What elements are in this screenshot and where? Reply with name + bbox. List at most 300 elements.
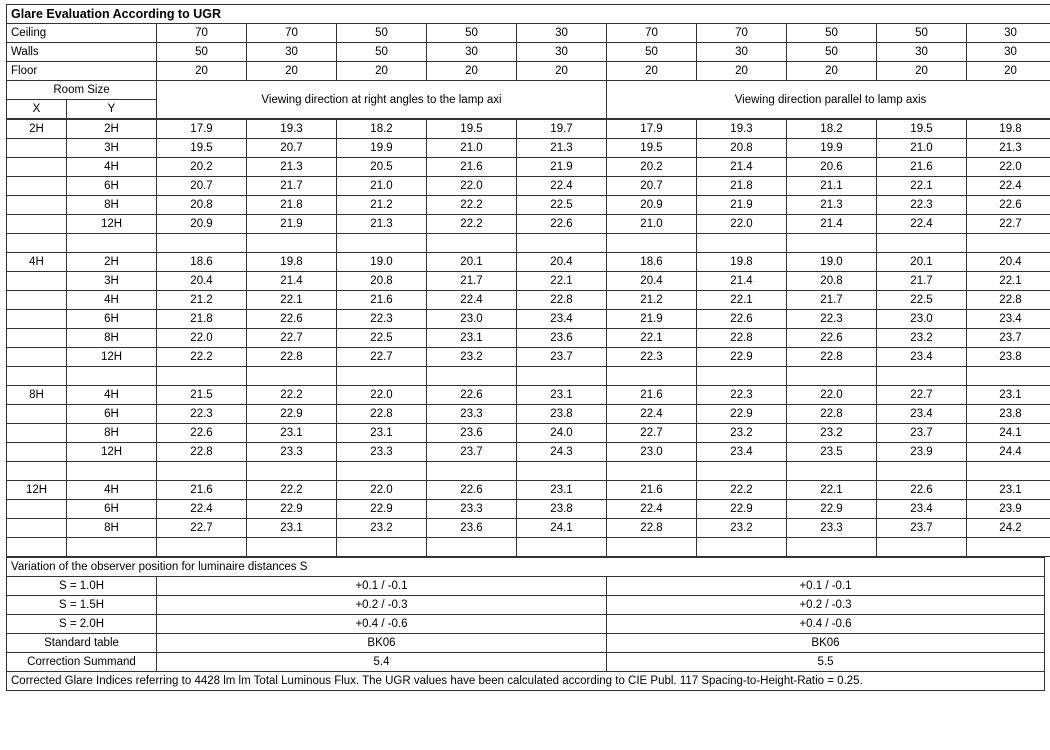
ugr-value-right: 23.8 [967, 348, 1050, 367]
ugr-value-left: 23.3 [427, 405, 517, 424]
ugr-value-right: 23.9 [967, 500, 1050, 519]
row-y-label: 8H [67, 329, 157, 348]
ugr-value-left: 23.0 [427, 310, 517, 329]
row-y-label: 2H [67, 253, 157, 272]
ugr-value-left: 23.4 [517, 310, 607, 329]
ugr-value-left: 23.1 [517, 386, 607, 405]
ugr-value-right: 22.1 [877, 177, 967, 196]
group-bottom-pad [7, 538, 1050, 557]
ugr-value-left: 19.5 [157, 139, 247, 158]
ugr-value-right: 19.0 [787, 253, 877, 272]
ceiling-v7: 70 [697, 24, 787, 43]
ugr-value-right: 22.1 [607, 329, 697, 348]
ceiling-v4: 50 [427, 24, 517, 43]
ugr-value-right: 22.0 [787, 386, 877, 405]
title-row [7, 5, 1050, 24]
ugr-value-left: 18.2 [337, 120, 427, 139]
standard-table-right: BK06 [607, 634, 1045, 653]
ugr-value-left: 20.8 [337, 272, 427, 291]
ugr-value-left: 20.1 [427, 253, 517, 272]
ugr-value-right: 19.8 [697, 253, 787, 272]
ugr-value-right: 21.3 [967, 139, 1050, 158]
ugr-value-right: 24.2 [967, 519, 1050, 538]
ugr-value-left: 18.6 [157, 253, 247, 272]
ugr-value-left: 22.3 [337, 310, 427, 329]
ugr-value-right: 23.9 [877, 443, 967, 462]
row-x-label [7, 177, 67, 196]
table-row [7, 348, 1050, 367]
ugr-value-left: 22.4 [157, 500, 247, 519]
ugr-value-right: 23.8 [967, 405, 1050, 424]
ugr-value-left: 23.1 [247, 424, 337, 443]
group-spacer [7, 367, 1050, 386]
ugr-value-left: 22.9 [247, 500, 337, 519]
ugr-value-right: 21.6 [607, 481, 697, 500]
ugr-value-right: 20.4 [607, 272, 697, 291]
ugr-value-left: 22.6 [427, 386, 517, 405]
walls-v1: 50 [157, 43, 247, 62]
ugr-value-left: 21.2 [157, 291, 247, 310]
ugr-value-right: 21.9 [607, 310, 697, 329]
reflectance-row-floor [7, 62, 1050, 81]
ugr-value-right: 22.6 [697, 310, 787, 329]
ugr-value-left: 22.0 [157, 329, 247, 348]
row-label-ceiling: Ceiling [7, 24, 157, 43]
table-row [7, 272, 1050, 291]
ugr-value-left: 23.1 [427, 329, 517, 348]
row-x-label: 2H [7, 120, 67, 139]
table-row [7, 329, 1050, 348]
variation-left-2: +0.2 / -0.3 [157, 596, 607, 615]
ceiling-v6: 70 [607, 24, 697, 43]
ugr-value-right: 23.4 [877, 500, 967, 519]
ugr-value-left: 24.3 [517, 443, 607, 462]
correction-summand-left: 5.4 [157, 653, 607, 672]
ugr-footer-table [6, 557, 1045, 691]
variation-row-1 [7, 577, 1045, 596]
walls-v4: 30 [427, 43, 517, 62]
floor-v8: 20 [787, 62, 877, 81]
ugr-value-left: 22.7 [247, 329, 337, 348]
row-y-label: 4H [67, 386, 157, 405]
floor-v4: 20 [427, 62, 517, 81]
ceiling-v1: 70 [157, 24, 247, 43]
ugr-value-right: 22.4 [607, 405, 697, 424]
ugr-value-left: 23.7 [517, 348, 607, 367]
ugr-value-right: 22.4 [967, 177, 1050, 196]
ugr-value-right: 20.1 [877, 253, 967, 272]
row-y-label: 4H [67, 481, 157, 500]
ugr-value-left: 23.8 [517, 500, 607, 519]
ugr-value-left: 19.0 [337, 253, 427, 272]
ugr-value-left: 20.7 [247, 139, 337, 158]
ugr-value-left: 23.8 [517, 405, 607, 424]
ugr-value-right: 22.3 [607, 348, 697, 367]
ugr-value-left: 23.6 [427, 424, 517, 443]
ugr-value-left: 21.9 [247, 215, 337, 234]
ceiling-v5: 30 [517, 24, 607, 43]
row-x-label [7, 158, 67, 177]
ugr-value-left: 22.8 [247, 348, 337, 367]
ugr-value-right: 21.6 [877, 158, 967, 177]
ugr-value-right: 22.6 [967, 196, 1050, 215]
ugr-value-left: 23.7 [427, 443, 517, 462]
ugr-value-right: 22.2 [697, 481, 787, 500]
ugr-value-right: 20.8 [787, 272, 877, 291]
ugr-value-right: 21.7 [787, 291, 877, 310]
ugr-value-left: 21.8 [247, 196, 337, 215]
ugr-value-right: 23.2 [697, 519, 787, 538]
ugr-value-right: 22.0 [697, 215, 787, 234]
ugr-value-right: 23.4 [877, 405, 967, 424]
row-y-label: 12H [67, 348, 157, 367]
ugr-value-left: 23.1 [247, 519, 337, 538]
ugr-value-right: 22.1 [787, 481, 877, 500]
ugr-value-right: 23.4 [697, 443, 787, 462]
table-row [7, 177, 1050, 196]
row-y-label: 6H [67, 405, 157, 424]
row-x-label [7, 139, 67, 158]
table-row [7, 481, 1050, 500]
ugr-value-right: 21.7 [877, 272, 967, 291]
ugr-table [6, 4, 1050, 119]
ugr-value-right: 21.4 [697, 272, 787, 291]
ugr-value-right: 22.4 [877, 215, 967, 234]
row-x-label [7, 443, 67, 462]
walls-v10: 30 [967, 43, 1050, 62]
ugr-value-right: 18.2 [787, 120, 877, 139]
table-row [7, 139, 1050, 158]
footer-row [7, 672, 1045, 691]
row-x-label [7, 500, 67, 519]
ugr-value-right: 21.8 [697, 177, 787, 196]
ugr-value-left: 22.4 [427, 291, 517, 310]
row-y-label: 8H [67, 424, 157, 443]
row-y-label: 8H [67, 519, 157, 538]
ugr-value-right: 23.5 [787, 443, 877, 462]
ugr-value-right: 20.6 [787, 158, 877, 177]
reflectance-row-walls [7, 43, 1050, 62]
row-y-label: 4H [67, 291, 157, 310]
ugr-value-right: 22.5 [877, 291, 967, 310]
ugr-value-left: 22.9 [337, 500, 427, 519]
variation-left-1: +0.1 / -0.1 [157, 577, 607, 596]
table-row [7, 196, 1050, 215]
variation-right-3: +0.4 / -0.6 [607, 615, 1045, 634]
ugr-value-left: 21.7 [247, 177, 337, 196]
table-row [7, 215, 1050, 234]
variation-label-2: S = 1.5H [7, 596, 157, 615]
table-row [7, 500, 1050, 519]
ugr-value-left: 22.1 [247, 291, 337, 310]
row-x-label [7, 310, 67, 329]
row-x-label [7, 196, 67, 215]
row-y-label: 4H [67, 158, 157, 177]
ceiling-v9: 50 [877, 24, 967, 43]
walls-v8: 50 [787, 43, 877, 62]
ugr-value-left: 20.9 [157, 215, 247, 234]
ugr-value-left: 21.0 [337, 177, 427, 196]
ugr-value-right: 22.3 [877, 196, 967, 215]
row-y-label: 12H [67, 443, 157, 462]
correction-summand-row [7, 653, 1045, 672]
ugr-value-right: 23.7 [877, 519, 967, 538]
row-label-floor: Floor [7, 62, 157, 81]
ugr-value-right: 22.8 [787, 405, 877, 424]
footer-note: Corrected Glare Indices referring to 4428 lm lm Total Luminous Flux. The UGR values have been calculated according to CIE Publ. 117 Spacing-to-Height-Ratio = 0.25. [7, 672, 1045, 691]
ugr-value-left: 19.9 [337, 139, 427, 158]
walls-v2: 30 [247, 43, 337, 62]
ugr-value-right: 23.4 [967, 310, 1050, 329]
ugr-value-right: 22.9 [787, 500, 877, 519]
ugr-value-left: 19.5 [427, 120, 517, 139]
reflectance-row-ceiling [7, 24, 1050, 43]
row-x-label [7, 272, 67, 291]
floor-v5: 20 [517, 62, 607, 81]
standard-table-row [7, 634, 1045, 653]
ugr-value-right: 22.8 [787, 348, 877, 367]
ugr-value-left: 19.8 [247, 253, 337, 272]
ugr-value-right: 22.3 [787, 310, 877, 329]
ugr-value-right: 22.8 [967, 291, 1050, 310]
ugr-value-left: 19.7 [517, 120, 607, 139]
ugr-value-right: 23.2 [697, 424, 787, 443]
variation-title-row [7, 558, 1045, 577]
ugr-value-right: 23.1 [967, 481, 1050, 500]
ugr-value-left: 21.7 [427, 272, 517, 291]
table-row [7, 424, 1050, 443]
variation-title: Variation of the observer position for luminaire distances S [7, 558, 1045, 577]
ugr-value-right: 20.4 [967, 253, 1050, 272]
ceiling-v2: 70 [247, 24, 337, 43]
ugr-value-right: 20.8 [697, 139, 787, 158]
ugr-value-right: 21.4 [697, 158, 787, 177]
ugr-value-right: 24.4 [967, 443, 1050, 462]
table-row [7, 386, 1050, 405]
ugr-value-right: 22.1 [967, 272, 1050, 291]
ugr-value-left: 22.3 [157, 405, 247, 424]
floor-v6: 20 [607, 62, 697, 81]
ugr-value-right: 18.6 [607, 253, 697, 272]
ugr-value-left: 22.7 [157, 519, 247, 538]
ugr-value-left: 23.2 [337, 519, 427, 538]
ugr-value-right: 19.8 [967, 120, 1050, 139]
ugr-value-right: 21.2 [607, 291, 697, 310]
ugr-value-right: 19.5 [877, 120, 967, 139]
row-y-label: 3H [67, 139, 157, 158]
ugr-value-left: 22.8 [517, 291, 607, 310]
table-row [7, 443, 1050, 462]
ugr-value-left: 21.6 [157, 481, 247, 500]
ugr-value-right: 23.7 [877, 424, 967, 443]
ugr-value-right: 21.0 [877, 139, 967, 158]
ugr-value-left: 23.6 [517, 329, 607, 348]
walls-v6: 50 [607, 43, 697, 62]
ugr-value-right: 22.6 [787, 329, 877, 348]
ugr-value-left: 21.5 [157, 386, 247, 405]
ugr-value-left: 21.3 [337, 215, 427, 234]
ugr-value-left: 22.9 [247, 405, 337, 424]
ugr-value-left: 21.3 [247, 158, 337, 177]
ugr-value-left: 17.9 [157, 120, 247, 139]
ugr-value-left: 23.6 [427, 519, 517, 538]
ugr-value-left: 21.6 [427, 158, 517, 177]
ugr-value-left: 23.3 [247, 443, 337, 462]
ugr-value-left: 20.5 [337, 158, 427, 177]
ugr-value-left: 21.3 [517, 139, 607, 158]
table-row [7, 310, 1050, 329]
ugr-value-left: 22.8 [157, 443, 247, 462]
walls-v5: 30 [517, 43, 607, 62]
ugr-value-right: 23.2 [787, 424, 877, 443]
row-x-label: 4H [7, 253, 67, 272]
ugr-value-right: 21.3 [787, 196, 877, 215]
ugr-value-right: 23.4 [877, 348, 967, 367]
ugr-value-right: 19.9 [787, 139, 877, 158]
ugr-value-left: 21.0 [427, 139, 517, 158]
floor-v7: 20 [697, 62, 787, 81]
ugr-value-left: 22.8 [337, 405, 427, 424]
ugr-value-right: 21.1 [787, 177, 877, 196]
standard-table-label: Standard table [7, 634, 157, 653]
ugr-value-left: 21.2 [337, 196, 427, 215]
ugr-data-table [6, 119, 1050, 557]
ugr-value-left: 23.2 [427, 348, 517, 367]
variation-left-3: +0.4 / -0.6 [157, 615, 607, 634]
ugr-value-left: 23.1 [517, 481, 607, 500]
ugr-value-right: 22.1 [697, 291, 787, 310]
ugr-value-right: 22.4 [607, 500, 697, 519]
axis-x-label: X [7, 100, 67, 119]
ugr-value-left: 24.1 [517, 519, 607, 538]
ugr-value-right: 21.6 [607, 386, 697, 405]
ugr-value-right: 21.4 [787, 215, 877, 234]
ugr-value-left: 22.0 [337, 386, 427, 405]
ugr-value-left: 20.2 [157, 158, 247, 177]
room-size-header: Room Size [7, 81, 157, 100]
ugr-value-left: 20.4 [517, 253, 607, 272]
row-x-label [7, 405, 67, 424]
row-y-label: 12H [67, 215, 157, 234]
row-x-label [7, 215, 67, 234]
row-x-label [7, 291, 67, 310]
ugr-value-left: 23.1 [337, 424, 427, 443]
row-y-label: 3H [67, 272, 157, 291]
ugr-value-right: 20.9 [607, 196, 697, 215]
direction-header-row [7, 81, 1050, 100]
walls-v7: 30 [697, 43, 787, 62]
ugr-value-right: 22.7 [877, 386, 967, 405]
ugr-value-left: 22.6 [517, 215, 607, 234]
ugr-value-left: 22.2 [427, 215, 517, 234]
ugr-value-right: 20.7 [607, 177, 697, 196]
correction-summand-label: Correction Summand [7, 653, 157, 672]
ugr-value-left: 22.0 [427, 177, 517, 196]
correction-summand-right: 5.5 [607, 653, 1045, 672]
ugr-value-right: 22.3 [697, 386, 787, 405]
ugr-value-right: 24.1 [967, 424, 1050, 443]
variation-right-1: +0.1 / -0.1 [607, 577, 1045, 596]
ugr-value-right: 19.5 [607, 139, 697, 158]
ugr-value-right: 20.2 [607, 158, 697, 177]
direction-right-header: Viewing direction parallel to lamp axis [607, 81, 1050, 119]
ugr-value-left: 21.8 [157, 310, 247, 329]
ugr-value-right: 19.3 [697, 120, 787, 139]
ugr-value-left: 21.4 [247, 272, 337, 291]
row-x-label: 8H [7, 386, 67, 405]
ugr-value-left: 22.4 [517, 177, 607, 196]
row-x-label [7, 519, 67, 538]
variation-label-1: S = 1.0H [7, 577, 157, 596]
row-y-label: 6H [67, 310, 157, 329]
ugr-value-left: 22.6 [157, 424, 247, 443]
ugr-value-right: 22.9 [697, 405, 787, 424]
ugr-value-right: 22.6 [877, 481, 967, 500]
row-x-label [7, 329, 67, 348]
ugr-value-right: 21.9 [697, 196, 787, 215]
ugr-value-right: 22.7 [967, 215, 1050, 234]
ugr-value-left: 22.5 [337, 329, 427, 348]
variation-row-2 [7, 596, 1045, 615]
ugr-value-right: 21.0 [607, 215, 697, 234]
ugr-value-left: 22.2 [157, 348, 247, 367]
ugr-value-right: 22.8 [697, 329, 787, 348]
ugr-value-left: 22.6 [247, 310, 337, 329]
ugr-value-right: 22.7 [607, 424, 697, 443]
ugr-value-left: 20.7 [157, 177, 247, 196]
floor-v9: 20 [877, 62, 967, 81]
ugr-value-left: 22.2 [247, 481, 337, 500]
axis-y-label: Y [67, 100, 157, 119]
table-row [7, 158, 1050, 177]
ugr-value-right: 23.2 [877, 329, 967, 348]
ugr-value-right: 17.9 [607, 120, 697, 139]
ugr-value-right: 23.7 [967, 329, 1050, 348]
ugr-value-left: 19.3 [247, 120, 337, 139]
ceiling-v8: 50 [787, 24, 877, 43]
ugr-value-left: 22.1 [517, 272, 607, 291]
ugr-value-left: 23.3 [427, 500, 517, 519]
group-spacer [7, 234, 1050, 253]
ugr-value-left: 20.4 [157, 272, 247, 291]
ugr-value-left: 22.7 [337, 348, 427, 367]
page-title: Glare Evaluation According to UGR [7, 5, 1050, 24]
ugr-value-right: 23.1 [967, 386, 1050, 405]
variation-label-3: S = 2.0H [7, 615, 157, 634]
variation-right-2: +0.2 / -0.3 [607, 596, 1045, 615]
table-row [7, 291, 1050, 310]
ugr-value-left: 22.6 [427, 481, 517, 500]
floor-v10: 20 [967, 62, 1050, 81]
ceiling-v3: 50 [337, 24, 427, 43]
row-y-label: 6H [67, 500, 157, 519]
floor-v3: 20 [337, 62, 427, 81]
ugr-value-right: 22.9 [697, 500, 787, 519]
ugr-value-right: 22.9 [697, 348, 787, 367]
table-row [7, 120, 1050, 139]
ugr-value-right: 23.0 [607, 443, 697, 462]
group-spacer [7, 462, 1050, 481]
variation-row-3 [7, 615, 1045, 634]
floor-v1: 20 [157, 62, 247, 81]
ugr-value-left: 22.2 [427, 196, 517, 215]
ceiling-v10: 30 [967, 24, 1050, 43]
ugr-value-left: 21.9 [517, 158, 607, 177]
ugr-value-right: 23.3 [787, 519, 877, 538]
row-label-walls: Walls [7, 43, 157, 62]
ugr-value-left: 24.0 [517, 424, 607, 443]
row-y-label: 8H [67, 196, 157, 215]
